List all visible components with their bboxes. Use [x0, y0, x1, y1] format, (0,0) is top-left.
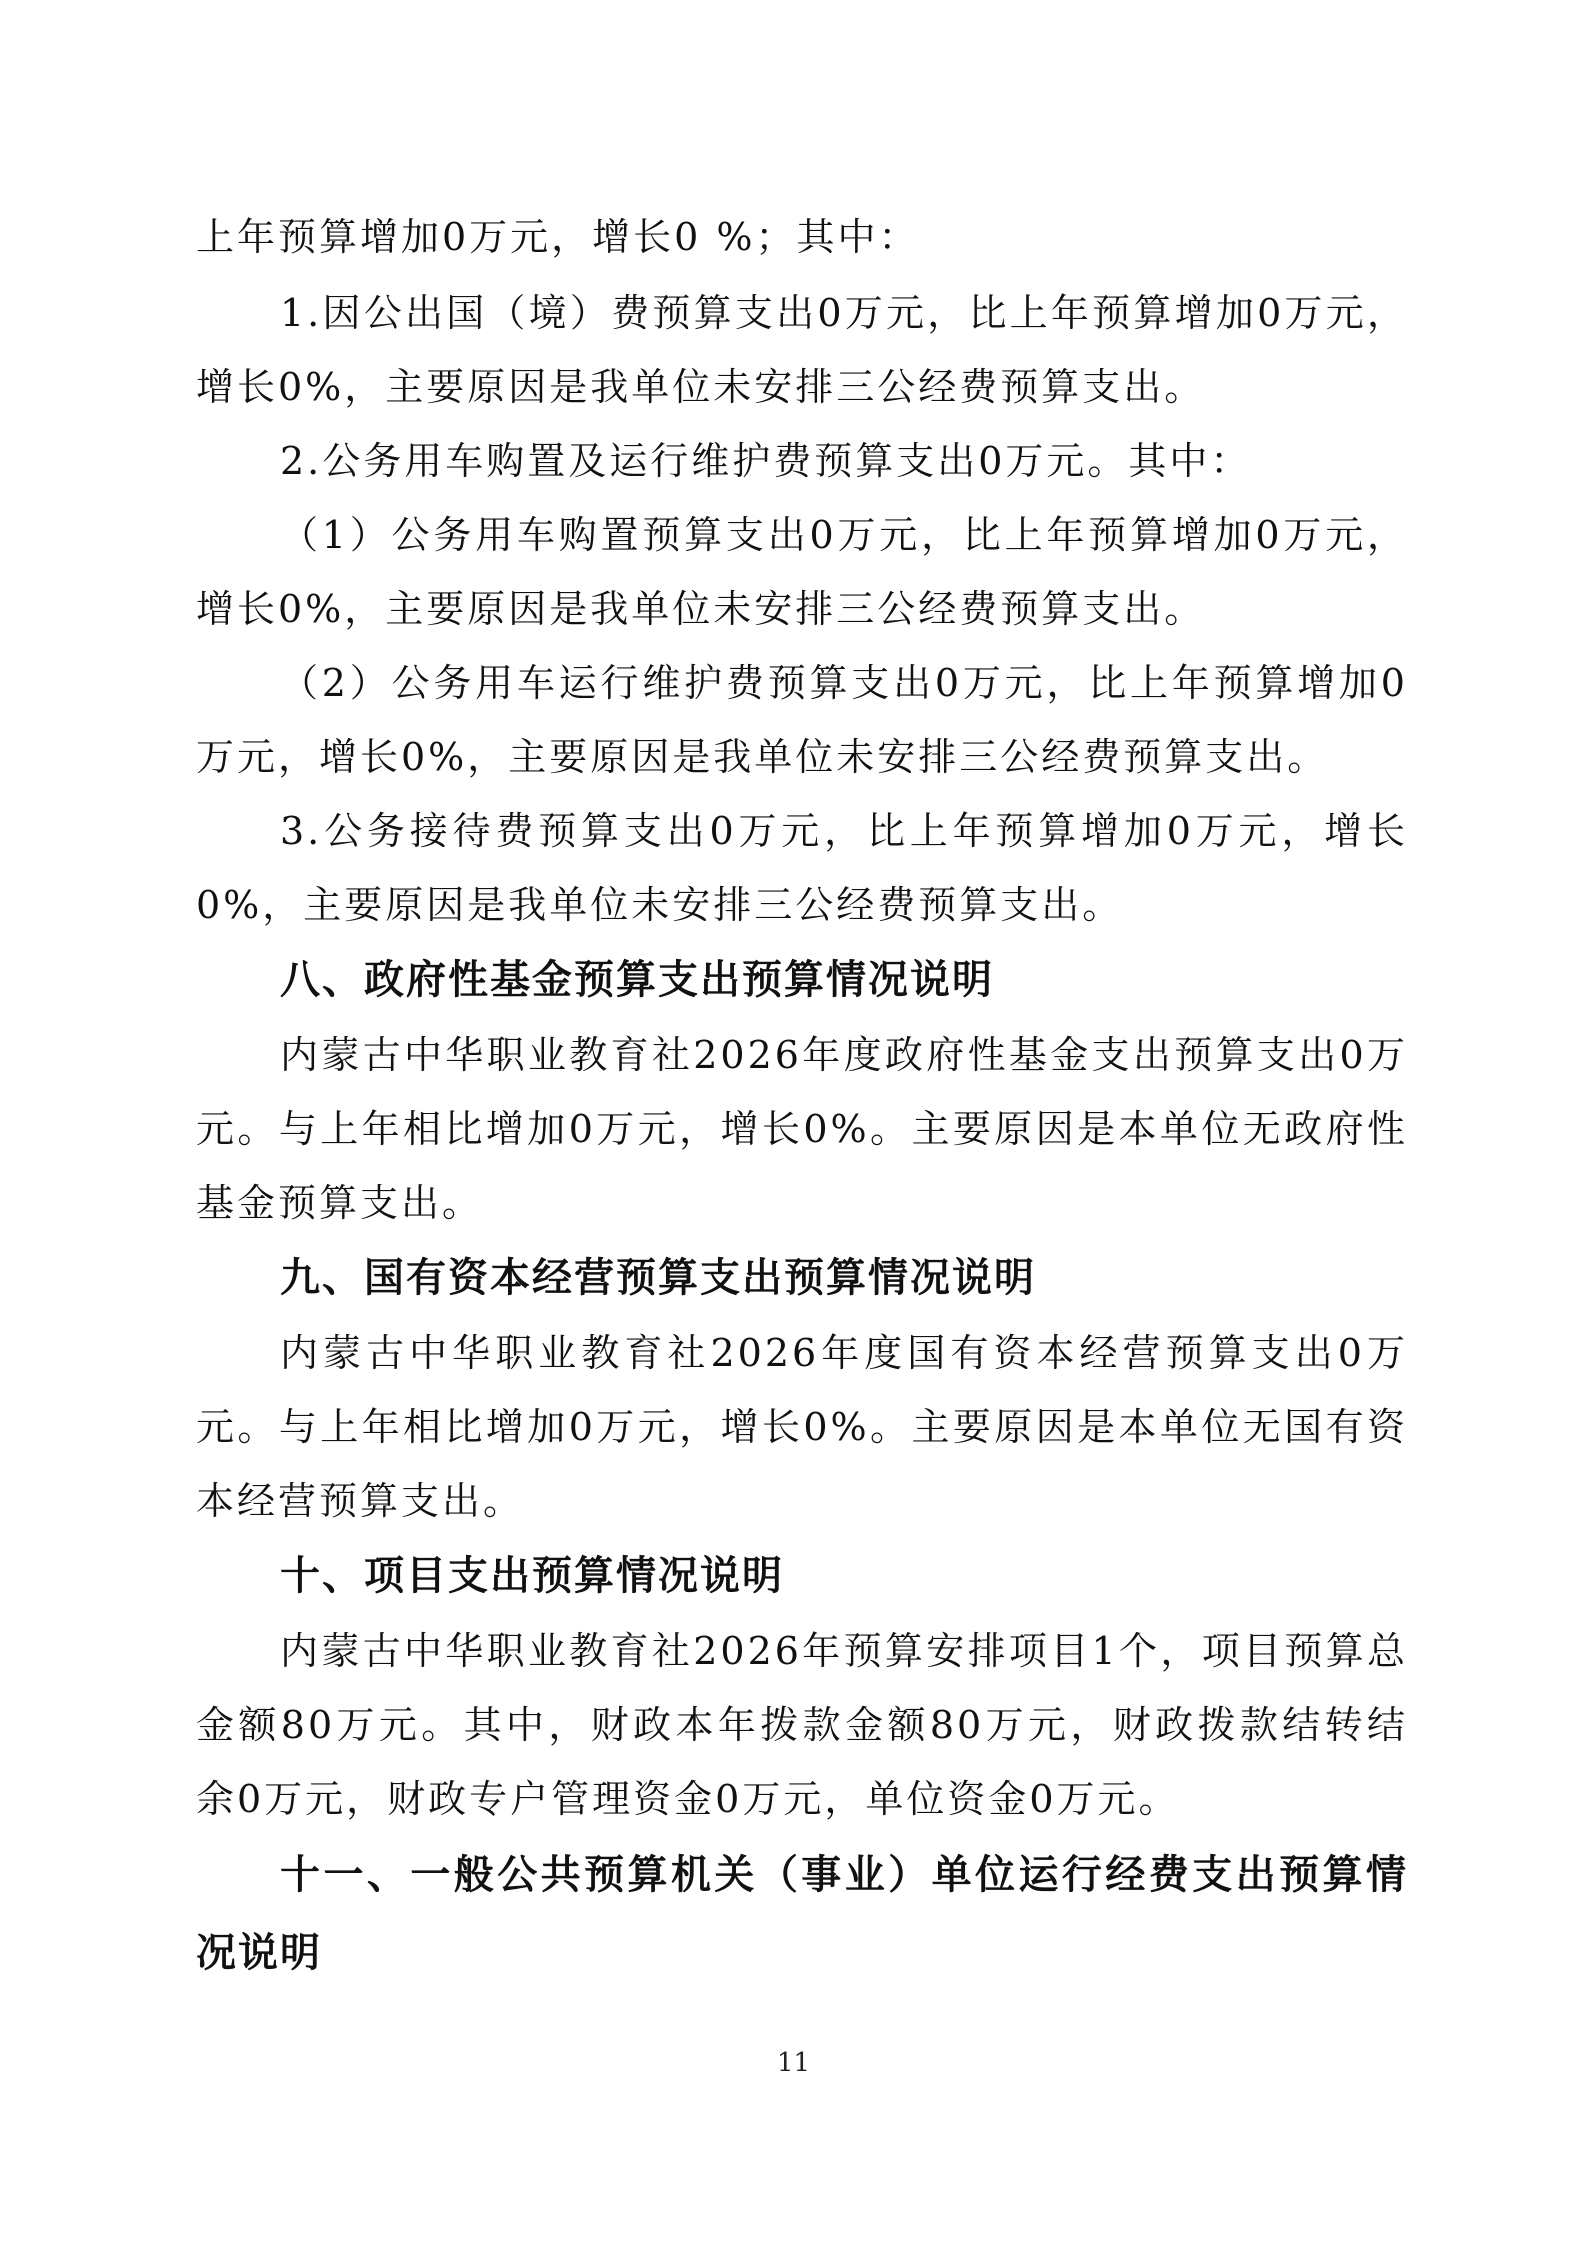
paragraph-reception: 3.公务接待费预算支出0万元，比上年预算增加0万元，增长0%，主要原因是我单位未安排三公经费预算支出。: [196, 809, 1408, 927]
section-heading-state-capital: 九、国有资本经营预算支出预算情况说明: [280, 1255, 1036, 1301]
paragraph-overseas-travel: 1.因公出国（境）费预算支出0万元，比上年预算增加0万元，增长0%，主要原因是我单位未安排三公经费预算支出。: [196, 291, 1408, 409]
page-number: 11: [776, 2048, 811, 2078]
paragraph-continuation: 上年预算增加0万元，增长0 %；其中：: [196, 215, 920, 259]
paragraph-vehicle-maintenance: （2）公务用车运行维护费预算支出0万元，比上年预算增加0万元，增长0%，主要原因是我单位未安排三公经费预算支出。: [196, 661, 1408, 779]
document-body: [196, 200, 1408, 1992]
section-body-government-fund: 内蒙古中华职业教育社2026年度政府性基金支出预算支出0万元。与上年相比增加0万元，增长0%。主要原因是本单位无政府性基金预算支出。: [196, 1033, 1408, 1225]
paragraph-official-vehicles: 2.公务用车购置及运行维护费预算支出0万元。其中：: [280, 439, 1252, 483]
paragraph-vehicle-purchase: （1）公务用车购置预算支出0万元，比上年预算增加0万元，增长0%，主要原因是我单位未安排三公经费预算支出。: [196, 513, 1408, 631]
section-heading-operating-expenses: 十一、一般公共预算机关（事业）单位运行经费支出预算情况说明: [196, 1852, 1408, 1976]
section-body-state-capital: 内蒙古中华职业教育社2026年度国有资本经营预算支出0万元。与上年相比增加0万元，增长0%。主要原因是本单位无国有资本经营预算支出。: [196, 1331, 1408, 1523]
section-body-project-expenditure: 内蒙古中华职业教育社2026年预算安排项目1个，项目预算总金额80万元。其中，财政本年拨款金额80万元，财政拨款结转结余0万元，财政专户管理资金0万元，单位资金0万元。: [196, 1629, 1408, 1821]
section-heading-project-expenditure: 十、项目支出预算情况说明: [280, 1553, 784, 1599]
section-heading-government-fund: 八、政府性基金预算支出预算情况说明: [280, 957, 994, 1003]
